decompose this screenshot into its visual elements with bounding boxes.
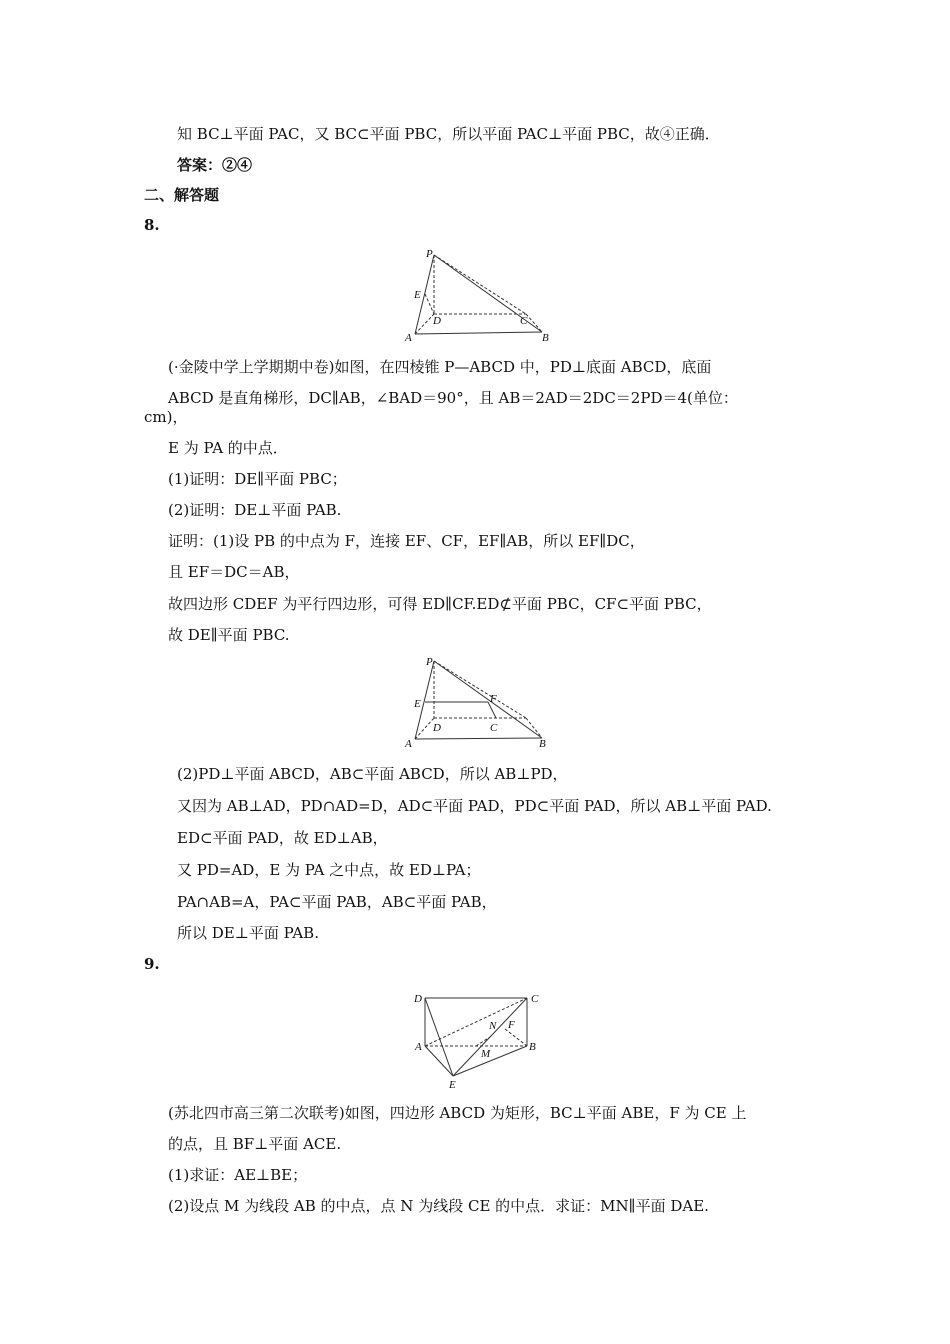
figure-pyramid-2: [400, 652, 560, 752]
label-E: E: [449, 1079, 456, 1091]
problem-number-9: 9.: [144, 955, 160, 973]
figure-prism-3: [405, 986, 555, 1096]
label-D: D: [414, 993, 422, 1005]
label-N: N: [489, 1020, 497, 1032]
label-M: M: [481, 1048, 491, 1060]
text-line-15: (2)PD⊥平面 ABCD，AB⊂平面 ABCD，所以 AB⊥PD，: [177, 765, 568, 783]
label-P: P: [426, 656, 433, 668]
label-F: F: [508, 1019, 515, 1031]
text-line-9: (1)证明：DE∥平面 PBC；: [168, 470, 347, 488]
label-E: E: [414, 289, 421, 301]
text-line-23: 的点，且 BF⊥平面 ACE.: [168, 1135, 342, 1153]
text-line-12: 且 EF＝DC＝AB，: [168, 563, 300, 581]
text-line-16: 又因为 AB⊥AD，PD∩AD=D，AD⊂平面 PAD，PD⊂平面 PAD，所以 AB⊥平面 PAD.: [177, 797, 772, 815]
text-line-7: cm)，: [144, 408, 188, 426]
text-line-22: (苏北四市高三第二次联考)如图，四边形 ABCD 为矩形，BC⊥平面 ABE，F 为 CE 上: [168, 1104, 747, 1122]
label-B: B: [529, 1041, 536, 1053]
text-line-20: 所以 DE⊥平面 PAB.: [177, 924, 319, 942]
label-D: D: [433, 315, 441, 327]
figure-pyramid-1: [400, 246, 560, 346]
text-line-14: 故 DE∥平面 PBC.: [168, 626, 290, 644]
text-line-24: (1)求证：AE⊥BE；: [168, 1166, 308, 1184]
text-line-1: 知 BC⊥平面 PAC，又 BC⊂平面 PBC，所以平面 PAC⊥平面 PBC，故④正确．: [177, 125, 720, 143]
label-C: C: [490, 722, 498, 734]
label-F: F: [490, 693, 497, 705]
label-B: B: [542, 332, 549, 344]
text-line-8: E 为 PA 的中点．: [168, 439, 288, 457]
text-line-18: 又 PD=AD，E 为 PA 之中点，故 ED⊥PA；: [177, 861, 481, 879]
label-A: A: [405, 332, 412, 344]
text-line-10: (2)证明：DE⊥平面 PAB.: [168, 501, 342, 519]
text-line-17: ED⊂平面 PAD，故 ED⊥AB，: [177, 829, 388, 847]
text-line-6: ABCD 是直角梯形，DC∥AB，∠BAD＝90°，且 AB＝2AD＝2DC＝2PD＝4(单位：: [168, 389, 738, 407]
section-heading: 二、解答题: [144, 186, 220, 204]
text-line-25: (2)设点 M 为线段 AB 的中点，点 N 为线段 CE 的中点．求证：MN∥平面 DAE.: [168, 1197, 709, 1215]
label-P: P: [426, 248, 433, 260]
text-line-11: 证明：(1)设 PB 的中点为 F，连接 EF、CF，EF∥AB，所以 EF∥DC，: [168, 532, 645, 550]
answer-line: 答案：②④: [177, 156, 253, 174]
label-A: A: [415, 1041, 422, 1053]
label-C: C: [531, 993, 539, 1005]
label-A: A: [405, 738, 412, 750]
text-line-5: (·金陵中学上学期期中卷)如图，在四棱锥 P—ABCD 中，PD⊥底面 ABCD，底面: [168, 358, 712, 376]
problem-number-8: 8.: [144, 216, 160, 234]
label-C: C: [520, 315, 528, 327]
label-B: B: [539, 738, 546, 750]
label-D: D: [433, 722, 441, 734]
label-E: E: [414, 698, 421, 710]
text-line-13: 故四边形 CDEF 为平行四边形，可得 ED∥CF.ED⊄平面 PBC，CF⊂平面 PBC，: [168, 595, 712, 613]
text-line-19: PA∩AB=A，PA⊂平面 PAB，AB⊂平面 PAB，: [177, 893, 497, 911]
